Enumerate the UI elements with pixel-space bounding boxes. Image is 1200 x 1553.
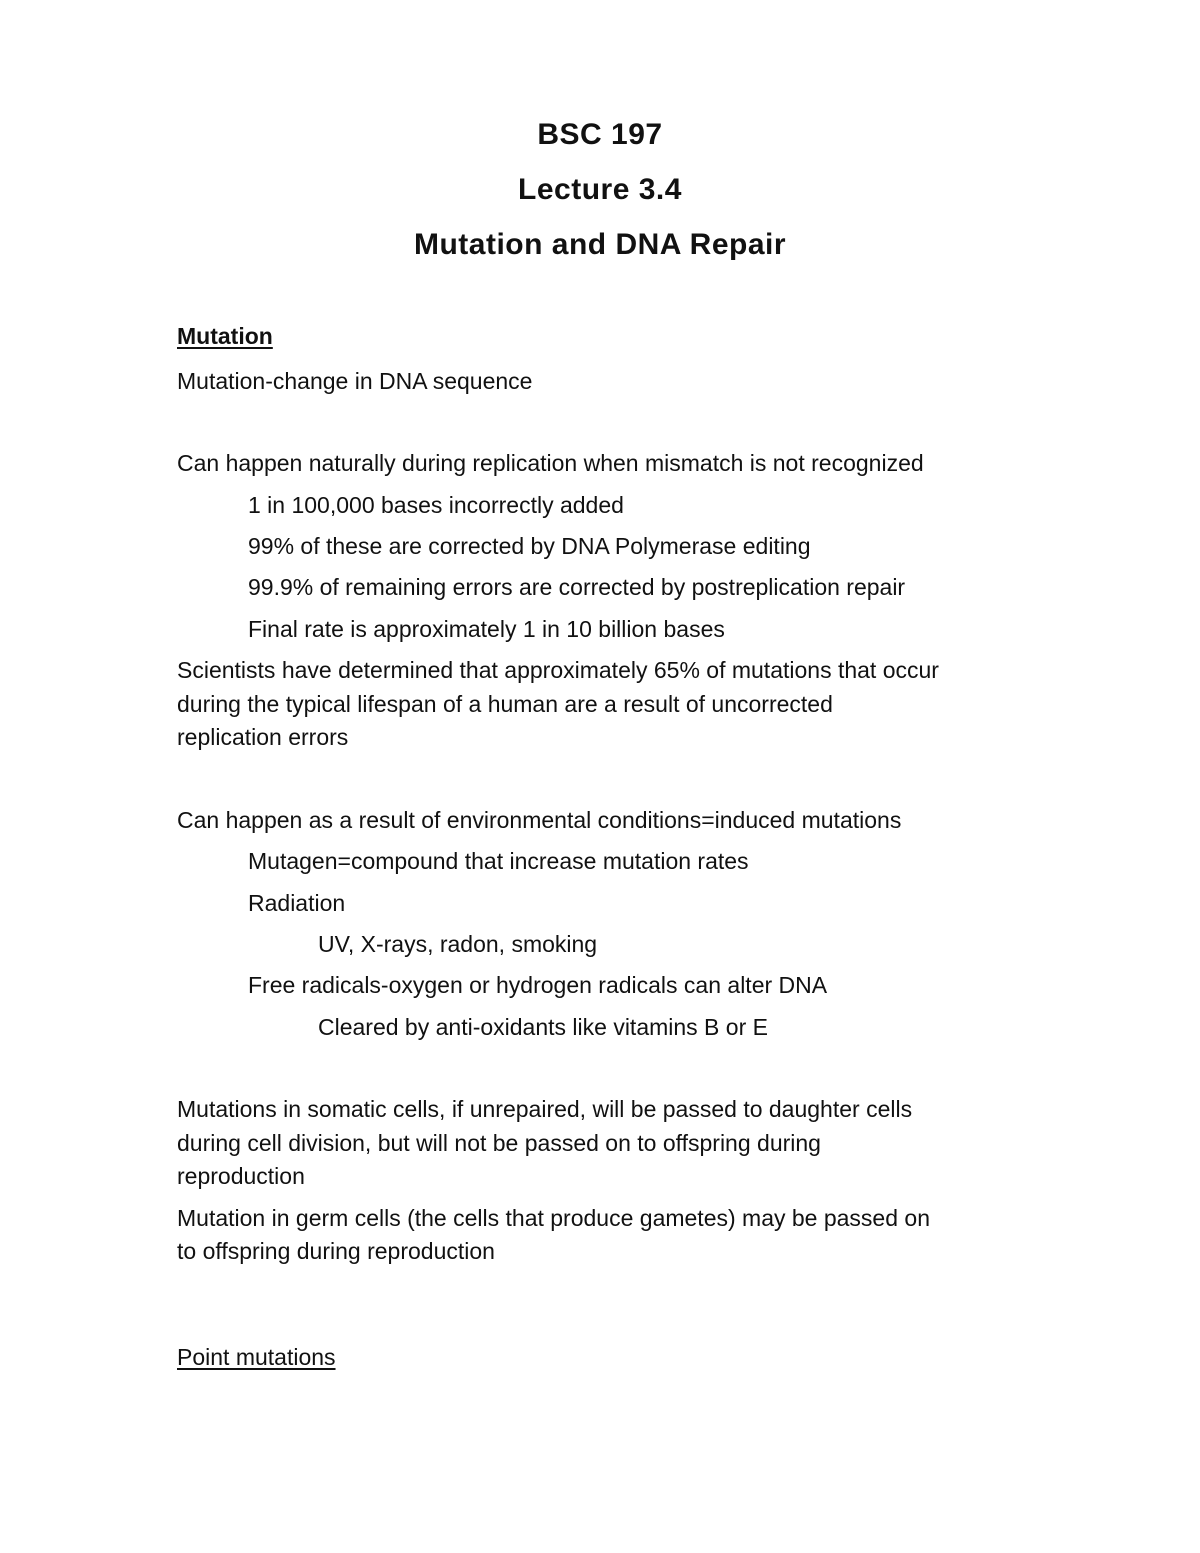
lecture-number: Lecture 3.4 xyxy=(518,173,682,206)
scientists-paragraph-line: during the typical lifespan of a human are a result of uncorrected xyxy=(177,691,833,717)
somatic-paragraph-line: during cell division, but will not be passed on to offspring during xyxy=(177,1130,821,1156)
scientists-paragraph-line: replication errors xyxy=(177,724,349,750)
natural-item: 1 in 100,000 bases incorrectly added xyxy=(248,492,624,518)
course-title: BSC 197 xyxy=(537,118,663,151)
somatic-paragraph-line: reproduction xyxy=(177,1163,305,1189)
section-heading-point-mutations: Point mutations xyxy=(177,1344,336,1370)
scientists-paragraph-line: Scientists have determined that approximately 65% of mutations that occur xyxy=(177,657,939,683)
natural-item: 99% of these are corrected by DNA Polymerase editing xyxy=(248,533,811,559)
somatic-paragraph-line: Mutations in somatic cells, if unrepaired, will be passed to daughter cells xyxy=(177,1096,913,1122)
natural-item: Final rate is approximately 1 in 10 billion bases xyxy=(248,616,725,642)
germ-paragraph-line: Mutation in germ cells (the cells that produce gametes) may be passed on xyxy=(177,1205,930,1231)
natural-intro: Can happen naturally during replication when mismatch is not recognized xyxy=(177,450,924,476)
radiation-label: Radiation xyxy=(248,890,346,916)
radiation-examples: UV, X-rays, radon, smoking xyxy=(318,931,598,957)
mutagen-definition: Mutagen=compound that increase mutation rates xyxy=(248,848,749,874)
germ-paragraph-line: to offspring during reproduction xyxy=(177,1238,495,1264)
antioxidants: Cleared by anti-oxidants like vitamins B or E xyxy=(318,1014,768,1040)
section-heading-mutation: Mutation xyxy=(177,323,273,349)
free-radicals: Free radicals-oxygen or hydrogen radicals can alter DNA xyxy=(248,972,828,998)
natural-item: 99.9% of remaining errors are corrected by postreplication repair xyxy=(248,574,906,600)
mutation-definition: Mutation-change in DNA sequence xyxy=(177,368,533,394)
environmental-intro: Can happen as a result of environmental conditions=induced mutations xyxy=(177,807,902,833)
lecture-topic: Mutation and DNA Repair xyxy=(413,228,787,261)
